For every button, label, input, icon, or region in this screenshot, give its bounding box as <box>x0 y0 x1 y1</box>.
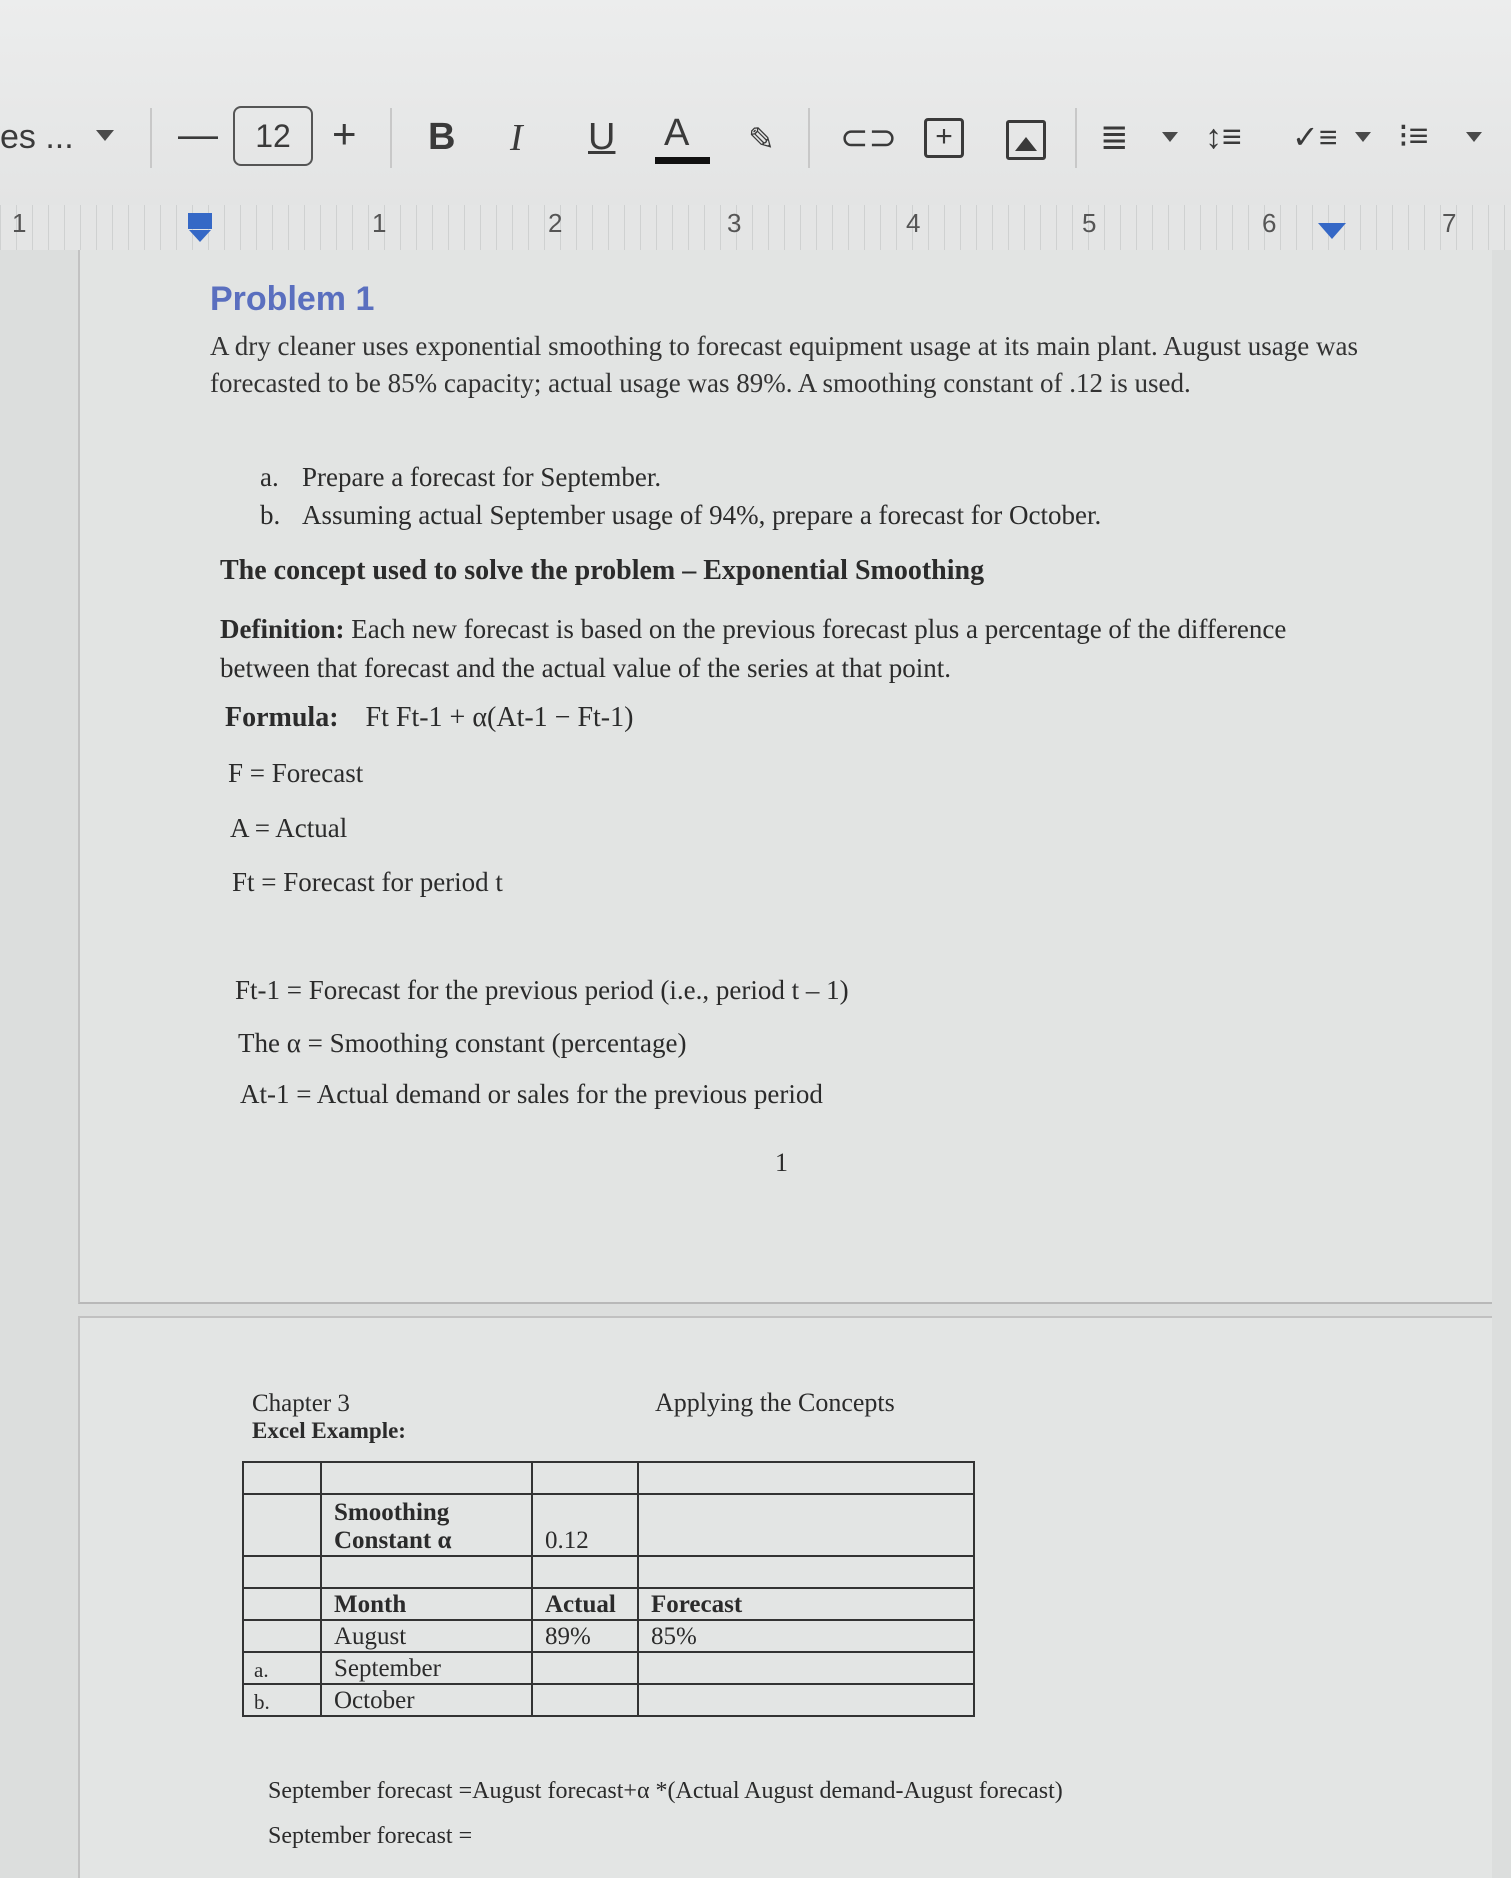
list-marker: b. <box>260 500 281 530</box>
table-row <box>243 1652 974 1684</box>
table-cell <box>532 1556 638 1588</box>
forecast-cell: 85% <box>638 1620 974 1652</box>
definition-text: Each new forecast is based on the previous forecast plus a percentage of the difference between that forecast and the actual value of the series at that point. <box>220 614 1287 683</box>
definition-label: Definition: <box>220 614 345 644</box>
definition-forecast: F = Forecast <box>228 758 364 788</box>
table-row <box>243 1494 974 1556</box>
problem-statement: A dry cleaner uses exponential smoothing to forecast equipment usage at its main plant. August usage was forecasted to be 85% capacity; actual usage was 89%. A smoothing constant of .12 is used. <box>210 331 1358 398</box>
toolbar-divider <box>808 108 810 168</box>
docs-toolbar <box>0 0 1511 205</box>
chevron-down-icon[interactable] <box>96 130 114 141</box>
table-cell <box>321 1462 532 1494</box>
list-item-text: Assuming actual September usage of 94%, prepare a forecast for October. <box>302 500 1102 530</box>
formula-label: Formula: <box>225 702 339 733</box>
increase-font-size-button[interactable]: + <box>332 110 357 157</box>
ruler-number: 5 <box>1082 208 1097 238</box>
september-forecast-text: September forecast = <box>268 1823 473 1849</box>
line-spacing-icon[interactable]: ↕≡ <box>1205 118 1242 156</box>
checklist-icon[interactable]: ✓≡ <box>1292 119 1338 155</box>
chapter-label: Chapter 3 <box>252 1390 350 1417</box>
document-page-2[interactable] <box>78 1316 1492 1878</box>
month-cell: October <box>321 1684 532 1716</box>
bold-button[interactable]: B <box>428 116 456 158</box>
bulleted-list-icon[interactable]: ⁝≡ <box>1398 117 1429 155</box>
chevron-down-icon[interactable] <box>1162 132 1178 142</box>
ruler-number: 2 <box>548 208 563 238</box>
formula-text: Ft Ft-1 + α(At-1 − Ft-1) <box>365 702 634 733</box>
definition-actual: A = Actual <box>230 813 348 843</box>
smoothing-label-line2: Constant α <box>334 1527 452 1554</box>
toolbar-divider <box>1075 108 1077 168</box>
italic-button[interactable]: I <box>510 117 523 159</box>
applying-concepts-label: Applying the Concepts <box>655 1388 895 1417</box>
add-comment-icon[interactable]: + <box>924 118 964 158</box>
first-line-indent-marker[interactable] <box>188 213 212 229</box>
list-item-text: Prepare a forecast for September. <box>302 462 662 492</box>
table-cell <box>243 1588 321 1620</box>
actual-cell <box>532 1652 638 1684</box>
table-cell <box>638 1462 974 1494</box>
excel-example-label: Excel Example: <box>252 1418 406 1443</box>
ruler-number: 3 <box>727 208 742 238</box>
chevron-down-icon[interactable] <box>1466 132 1482 142</box>
ruler-number: 6 <box>1262 208 1277 238</box>
table-cell <box>243 1556 321 1588</box>
table-cell <box>638 1556 974 1588</box>
table-cell <box>243 1462 321 1494</box>
chevron-down-icon[interactable] <box>1355 132 1371 142</box>
highlight-pen-icon[interactable]: ✎ <box>748 121 775 157</box>
ruler-number: 1 <box>12 208 27 238</box>
list-marker: a. <box>260 462 279 492</box>
list-item <box>260 500 1101 531</box>
month-cell: August <box>321 1620 532 1652</box>
column-header-actual: Actual <box>532 1588 638 1620</box>
formula-line <box>225 702 633 734</box>
toolbar-divider <box>150 108 152 168</box>
table-row <box>243 1556 974 1588</box>
row-label: b. <box>243 1684 321 1716</box>
ruler-number: 4 <box>906 208 921 238</box>
decrease-font-size-button[interactable]: — <box>178 113 218 157</box>
left-indent-marker[interactable] <box>189 230 211 242</box>
right-indent-marker[interactable] <box>1318 223 1346 239</box>
underline-button[interactable]: U <box>588 116 616 158</box>
actual-cell: 89% <box>532 1620 638 1652</box>
smoothing-constant-value: 0.12 <box>532 1494 638 1556</box>
table-cell <box>243 1494 321 1556</box>
table-cell <box>638 1494 974 1556</box>
column-header-forecast: Forecast <box>638 1588 974 1620</box>
table-row <box>243 1462 974 1494</box>
smoothing-label-line1: Smoothing <box>334 1499 450 1526</box>
insert-link-icon[interactable]: ⊂⊃ <box>840 119 897 157</box>
font-size-input[interactable]: 12 <box>233 106 313 166</box>
definition-smoothing-constant: The α = Smoothing constant (percentage) <box>238 1028 687 1058</box>
ruler-number: 7 <box>1442 208 1457 238</box>
table-row <box>243 1684 974 1716</box>
actual-cell <box>532 1684 638 1716</box>
insert-image-icon[interactable] <box>1006 120 1046 160</box>
text-color-button[interactable]: A <box>664 112 690 154</box>
definition-forecast-previous: Ft-1 = Forecast for the previous period (i.e., period t – 1) <box>235 975 849 1005</box>
ruler-number: 1 <box>372 208 387 238</box>
table-cell <box>321 1556 532 1588</box>
row-label <box>243 1620 321 1652</box>
text-color-swatch <box>655 157 710 164</box>
column-header-month: Month <box>321 1588 532 1620</box>
concept-heading: The concept used to solve the problem – Exponential Smoothing <box>220 555 985 586</box>
table-cell <box>532 1462 638 1494</box>
table-row <box>243 1620 974 1652</box>
problem-heading: Problem 1 <box>210 280 375 318</box>
font-family-select[interactable]: es ... <box>0 118 74 156</box>
document-page-1[interactable] <box>78 250 1492 1304</box>
toolbar-divider <box>390 108 392 168</box>
smoothing-constant-label <box>321 1494 532 1556</box>
definition-forecast-period-t: Ft = Forecast for period t <box>232 867 503 897</box>
definition-actual-previous: At-1 = Actual demand or sales for the previous period <box>240 1079 823 1109</box>
definition-paragraph <box>220 610 1300 688</box>
table-header-row <box>243 1588 974 1620</box>
excel-example-table <box>242 1461 975 1717</box>
forecast-cell <box>638 1652 974 1684</box>
september-formula-text: September forecast =August forecast+α *(Actual August demand-August forecast) <box>268 1778 1063 1804</box>
page-number: 1 <box>775 1148 788 1177</box>
row-label: a. <box>243 1652 321 1684</box>
horizontal-ruler[interactable] <box>0 205 1511 250</box>
list-item <box>260 462 661 493</box>
align-left-icon[interactable]: ≣ <box>1100 119 1129 157</box>
month-cell: September <box>321 1652 532 1684</box>
forecast-cell <box>638 1684 974 1716</box>
